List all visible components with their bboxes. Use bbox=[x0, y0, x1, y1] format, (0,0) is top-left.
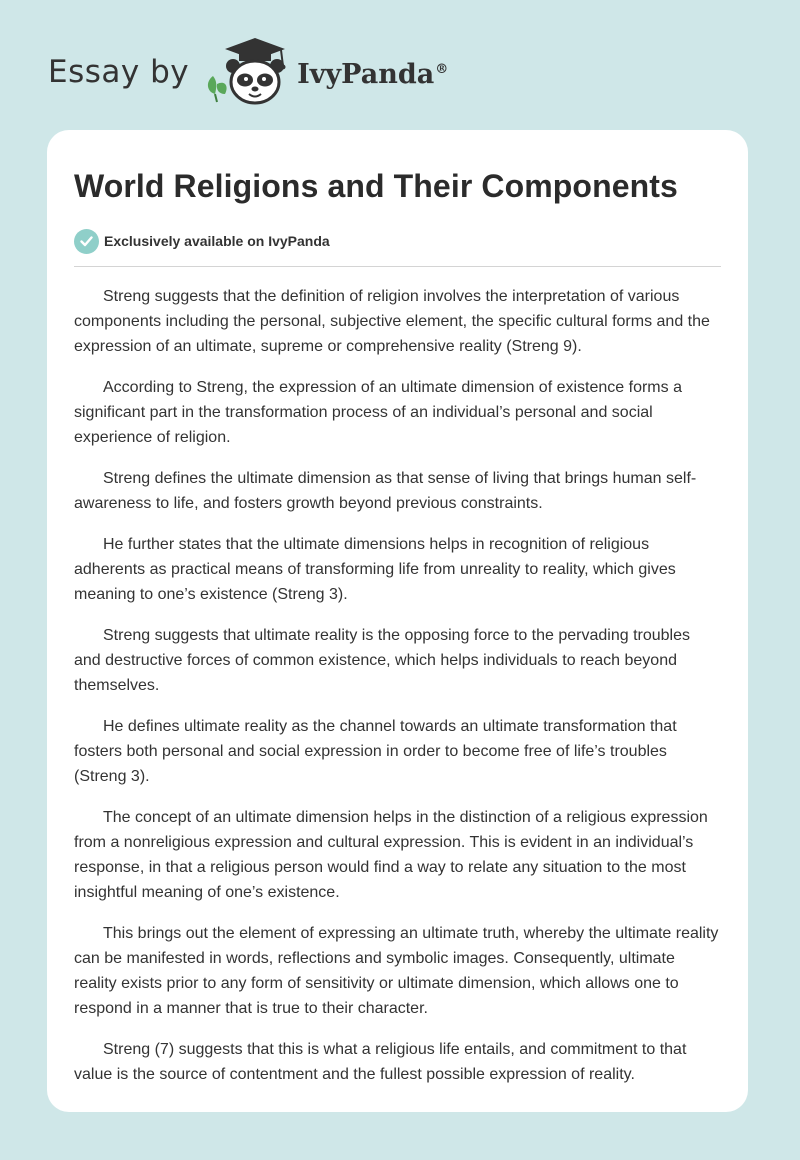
registered-mark: ® bbox=[435, 61, 449, 77]
page-title: World Religions and Their Components bbox=[74, 168, 678, 204]
paragraph: He further states that the ultimate dimensions helps in recognition of religious adherents as practical means of transforming life from unreality to reality, which gives meaning to one’s existence (Streng 3). bbox=[74, 536, 676, 603]
panda-graduate-icon[interactable] bbox=[203, 36, 295, 108]
paragraph: Streng suggests that the definition of religion involves the interpretation of various components including the personal, subjective element, the specific cultural forms and the expression of an ultimate, supreme or comprehensive reality (Streng 9). bbox=[74, 288, 710, 355]
paragraph: The concept of an ultimate dimension helps in the distinction of a religious expression from a nonreligious expression and cultural expression. This is evident in an individual’s response, in that a religious person would find a way to relate any situation to the most insightful meaning of one’s existence. bbox=[74, 809, 708, 901]
essay-body bbox=[74, 284, 721, 1087]
brand-label: IvyPanda bbox=[297, 58, 435, 90]
paragraph: Streng suggests that ultimate reality is the opposing force to the pervading troubles and destructive forces of common existence, which helps individuals to reach beyond themselves. bbox=[74, 627, 691, 694]
essay-by-label: Essay by bbox=[48, 54, 190, 90]
site-header bbox=[48, 36, 448, 108]
exclusive-badge bbox=[74, 228, 721, 254]
exclusive-badge-label: Exclusively available on IvyPanda bbox=[104, 233, 330, 249]
paragraph: Streng (7) suggests that this is what a religious life entails, and commitment to that value is the source of contentment and the fullest possible expression of reality. bbox=[74, 1041, 687, 1083]
leaf-icon bbox=[208, 76, 227, 102]
paragraph: This brings out the element of expressing an ultimate truth, whereby the ultimate reality can be manifested in words, reflections and symbolic images. Consequently, ultimate reality exists prior to any form of sensitivity or ultimate dimension, which allows one to respond in a manner that is true to their character. bbox=[74, 925, 719, 1017]
essay-card bbox=[47, 130, 748, 1112]
paragraph: According to Streng, the expression of an ultimate dimension of existence forms a significant part in the transformation process of an individual’s personal and social experience of religion. bbox=[74, 379, 682, 446]
brand-name bbox=[297, 59, 448, 90]
paragraph: Streng defines the ultimate dimension as that sense of living that brings human self-awareness to life, and fosters growth beyond previous constraints. bbox=[74, 470, 697, 512]
paragraph: He defines ultimate reality as the channel towards an ultimate transformation that fosters both personal and social expression in order to become free of life’s troubles (Streng 3). bbox=[74, 718, 677, 785]
divider bbox=[74, 266, 721, 267]
check-circle-icon bbox=[74, 229, 99, 254]
